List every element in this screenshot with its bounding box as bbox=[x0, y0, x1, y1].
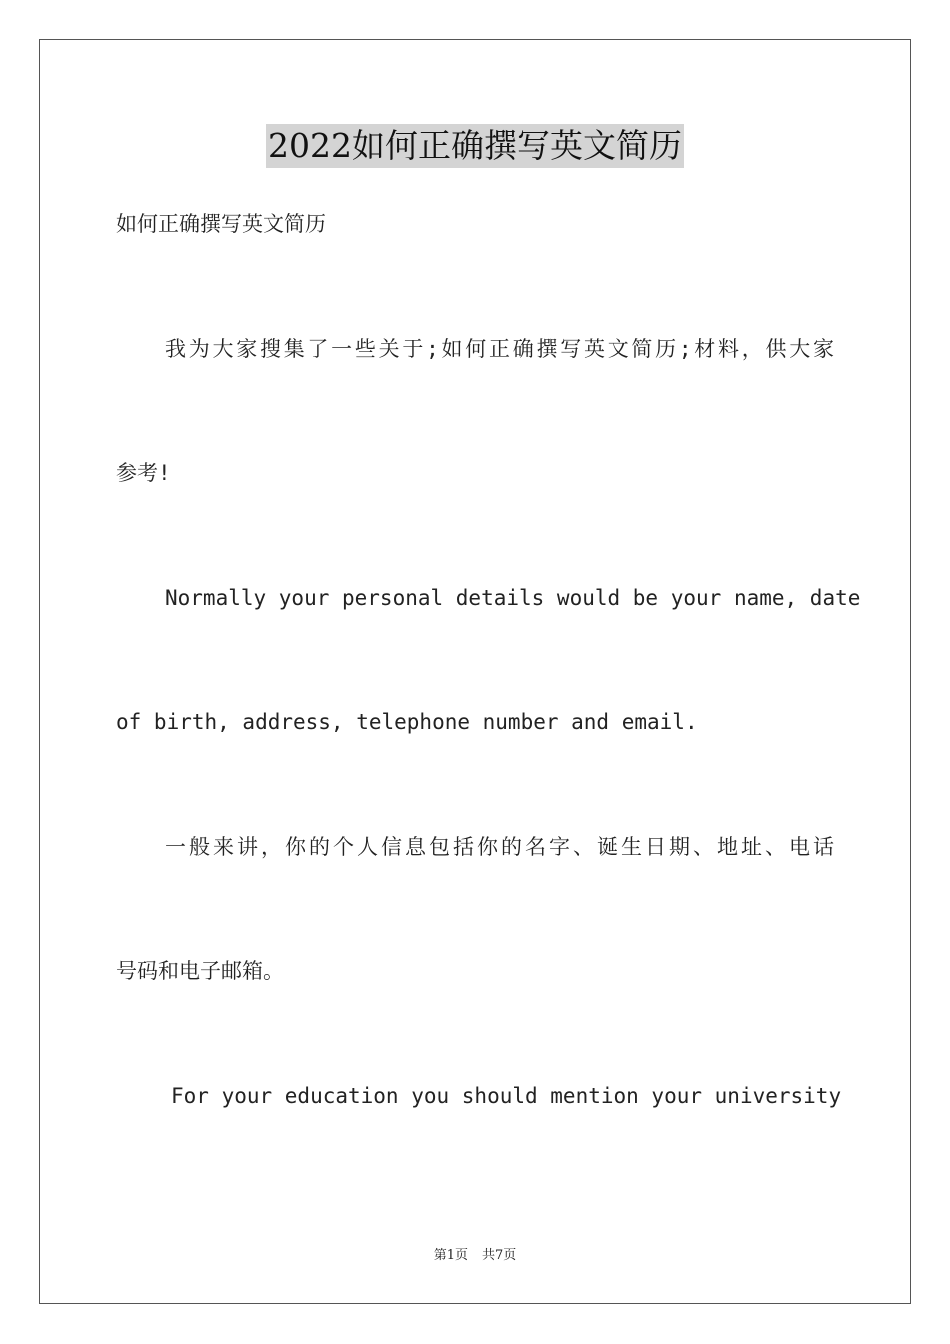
page-total: 共7页 bbox=[482, 1248, 517, 1263]
paragraph-line: 参考! bbox=[116, 461, 171, 485]
paragraph-line: 一般来讲，你的个人信息包括你的名字、诞生日期、地址、电话 bbox=[165, 835, 834, 859]
paragraph-line: 我为大家搜集了一些关于;如何正确撰写英文简历;材料，供大家 bbox=[165, 337, 834, 361]
title-container bbox=[0, 124, 950, 168]
subtitle-line: 如何正确撰写英文简历 bbox=[116, 212, 326, 236]
page-footer bbox=[0, 1247, 950, 1265]
page-number: 第1页 bbox=[433, 1248, 468, 1263]
document-title: 2022如何正确撰写英文简历 bbox=[266, 124, 684, 168]
paragraph-line: For your education you should mention your university bbox=[171, 1084, 842, 1108]
paragraph-line: of birth, address, telephone number and email. bbox=[116, 710, 698, 734]
paragraph-line: Normally your personal details would be your name, date bbox=[165, 586, 861, 610]
paragraph-line: 号码和电子邮箱。 bbox=[116, 959, 284, 983]
